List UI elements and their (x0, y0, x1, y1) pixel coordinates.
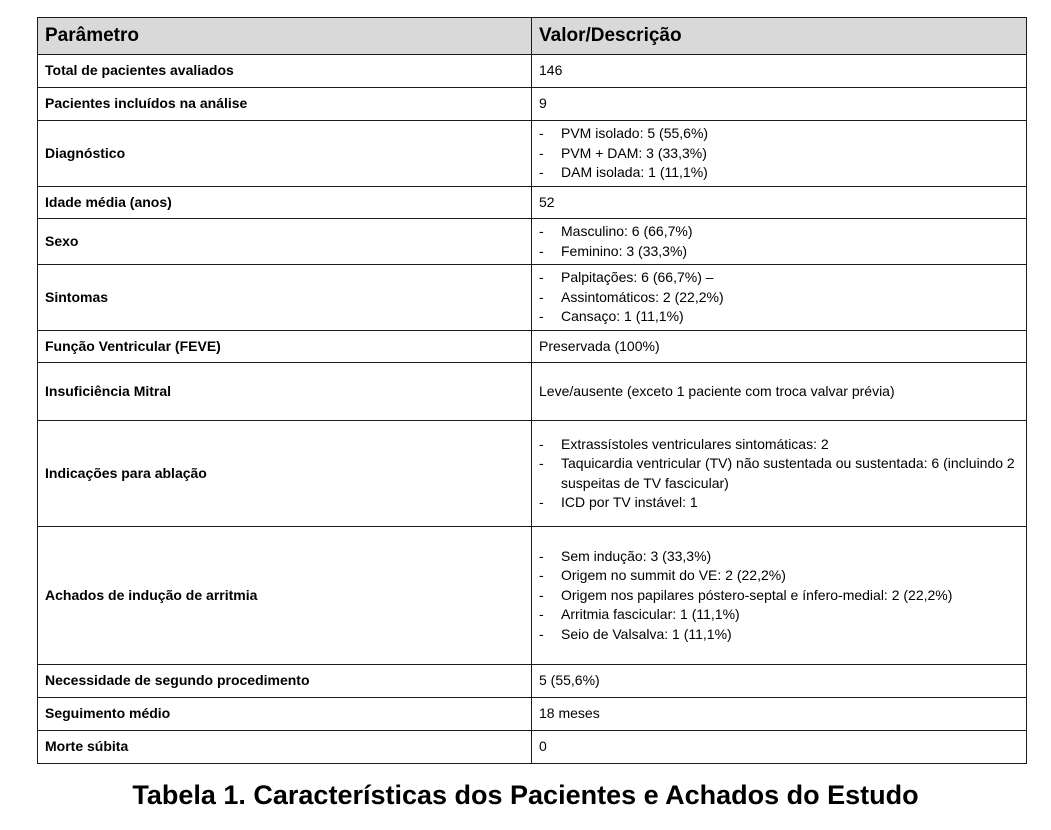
table-row (38, 331, 1027, 363)
value-cell: Leve/ausente (exceto 1 paciente com troca valvar prévia) (532, 363, 1027, 421)
param-cell: Função Ventricular (FEVE) (38, 331, 532, 363)
list-item: - Arritmia fascicular: 1 (11,1%) (539, 605, 1019, 625)
value-cell: 146 (532, 55, 1027, 88)
value-cell (532, 527, 1027, 665)
table-header-row (38, 18, 1027, 55)
list-item: - Palpitações: 6 (66,7%) – (539, 268, 1019, 288)
table-row (38, 219, 1027, 265)
value-cell (532, 121, 1027, 187)
value-cell: 52 (532, 187, 1027, 219)
value-list (539, 547, 1019, 645)
list-item: - Cansaço: 1 (11,1%) (539, 307, 1019, 327)
value-cell (532, 219, 1027, 265)
table-row (38, 698, 1027, 731)
value-cell (532, 265, 1027, 331)
param-cell: Seguimento médio (38, 698, 532, 731)
param-cell: Sexo (38, 219, 532, 265)
value-cell: 18 meses (532, 698, 1027, 731)
value-cell: Preservada (100%) (532, 331, 1027, 363)
param-cell: Total de pacientes avaliados (38, 55, 532, 88)
list-item: - PVM isolado: 5 (55,6%) (539, 124, 1019, 144)
list-item: - Origem nos papilares póstero-septal e ínfero-medial: 2 (22,2%) (539, 586, 1019, 606)
table-row (38, 731, 1027, 764)
list-item: - PVM + DAM: 3 (33,3%) (539, 144, 1019, 164)
param-cell: Diagnóstico (38, 121, 532, 187)
table-row (38, 265, 1027, 331)
list-item: - DAM isolada: 1 (11,1%) (539, 163, 1019, 183)
table-row (38, 527, 1027, 665)
list-item: - Seio de Valsalva: 1 (11,1%) (539, 625, 1019, 645)
list-item: - ICD por TV instável: 1 (539, 493, 1019, 513)
value-list (539, 222, 1019, 261)
value-list (539, 124, 1019, 183)
header-valor-descricao: Valor/Descrição (532, 18, 1027, 55)
param-cell: Morte súbita (38, 731, 532, 764)
param-cell: Idade média (anos) (38, 187, 532, 219)
param-cell: Insuficiência Mitral (38, 363, 532, 421)
table-row (38, 363, 1027, 421)
param-cell: Sintomas (38, 265, 532, 331)
table-row (38, 187, 1027, 219)
param-cell: Necessidade de segundo procedimento (38, 665, 532, 698)
param-cell: Indicações para ablação (38, 421, 532, 527)
value-cell: 0 (532, 731, 1027, 764)
value-cell: 5 (55,6%) (532, 665, 1027, 698)
header-parametro: Parâmetro (38, 18, 532, 55)
param-cell: Pacientes incluídos na análise (38, 88, 532, 121)
table-row (38, 421, 1027, 527)
list-item: - Taquicardia ventricular (TV) não sustentada ou sustentada: 6 (incluindo 2 suspeitas de TV fascicular) (539, 454, 1019, 493)
value-list (539, 268, 1019, 327)
study-characteristics-table (37, 17, 1027, 764)
table-row (38, 88, 1027, 121)
value-cell: 9 (532, 88, 1027, 121)
list-item: - Masculino: 6 (66,7%) (539, 222, 1019, 242)
list-item: - Origem no summit do VE: 2 (22,2%) (539, 566, 1019, 586)
table-caption: Tabela 1. Características dos Pacientes e Achados do Estudo (132, 780, 919, 810)
table-row (38, 121, 1027, 187)
table-row (38, 55, 1027, 88)
list-item: - Extrassístoles ventriculares sintomáticas: 2 (539, 435, 1019, 455)
value-list (539, 435, 1019, 513)
value-cell (532, 421, 1027, 527)
list-item: - Sem indução: 3 (33,3%) (539, 547, 1019, 567)
param-cell: Achados de indução de arritmia (38, 527, 532, 665)
list-item: - Feminino: 3 (33,3%) (539, 242, 1019, 262)
table-row (38, 665, 1027, 698)
list-item: - Assintomáticos: 2 (22,2%) (539, 288, 1019, 308)
